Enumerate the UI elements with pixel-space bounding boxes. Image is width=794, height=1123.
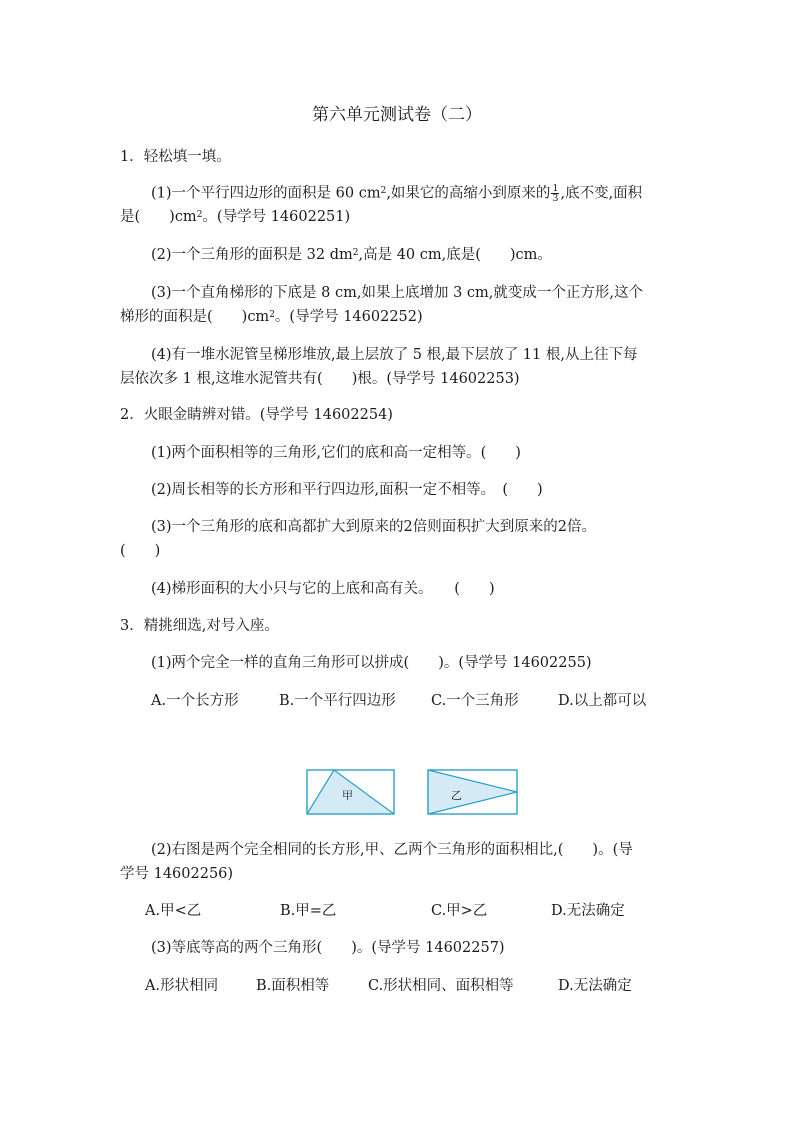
q1-item1-line2-sup: 2 (196, 210, 203, 220)
q3-item1-option-c: C.一个三角形 (431, 693, 519, 709)
q3-item1: (1)两个完全一样的直角三角形可以拼成( )。(导学号 14602255) (151, 655, 592, 671)
q1-item4-line2: 层依次多 1 根,这堆水泥管共有( )根。(导学号 14602253) (120, 371, 520, 387)
page-title: 第六单元测试卷（二） (312, 105, 482, 125)
q1-item3-line2-b: 。(导学号 14602252) (274, 309, 423, 325)
q1-item2-text-b: ,高是 40 cm,底是( )cm。 (358, 247, 552, 263)
q3-item1-option-b: B.一个平行四边形 (279, 693, 396, 709)
q3-item3: (3)等底等高的两个三角形( )。(导学号 14602257) (151, 940, 505, 956)
fraction-denominator: 3 (552, 193, 559, 204)
q1-item1-text-c: ,底不变,面积 (560, 185, 643, 202)
q3-item2-option-b: B.甲=乙 (280, 903, 337, 919)
q2-item3-line2: ( ) (120, 543, 161, 559)
q3-item3-option-d: D.无法确定 (558, 978, 632, 994)
q1-item1-sup: 2 (380, 186, 387, 196)
label-yi: 乙 (451, 789, 462, 802)
q1-item4-line1: (4)有一堆水泥管呈梯形堆放,最上层放了 5 根,最下层放了 11 根,从上往下每 (151, 347, 638, 363)
q3-item3-option-a: A.形状相同 (145, 978, 219, 994)
q1-item1-text-a: (1)一个平行四边形的面积是 60 cm (151, 185, 381, 202)
rectangles-figure (300, 762, 525, 820)
q3-item3-option-c: C.形状相同、面积相等 (368, 978, 514, 994)
q2-item3-line1: (3)一个三角形的底和高都扩大到原来的2倍则面积扩大到原来的2倍。 (151, 519, 596, 535)
q1-item1-line2-a: 是( )cm (120, 209, 197, 225)
q3-item2-option-c: C.甲>乙 (431, 903, 488, 919)
q2-item1: (1)两个面积相等的三角形,它们的底和高一定相等。( ) (151, 445, 521, 461)
q1-heading: 1．轻松填一填。 (120, 149, 231, 165)
q3-item2-line2: 学号 14602256) (120, 866, 234, 882)
q2-heading: 2．火眼金睛辨对错。(导学号 14602254) (120, 407, 393, 423)
q1-item3-line2 (120, 308, 423, 326)
q1-item3-line2-sup: 2 (269, 310, 275, 320)
q1-item2 (151, 246, 552, 264)
q1-item1-fraction (551, 184, 559, 203)
q3-heading: 3．精挑细选,对号入座。 (120, 618, 279, 634)
rectangle-yi (428, 770, 517, 814)
q2-item4: (4)梯形面积的大小只与它的上底和高有关。 ( ) (151, 581, 495, 597)
q1-item3-line2-a: 梯形的面积是( )cm (120, 309, 270, 325)
q3-item3-option-b: B.面积相等 (256, 978, 330, 994)
rectangle-jia (307, 770, 394, 814)
q3-item2-option-a: A.甲<乙 (145, 903, 202, 919)
q1-item1-line1 (151, 184, 642, 203)
q1-item1-line2-b: 。(导学号 14602251) (202, 209, 351, 225)
q3-item1-option-a: A.一个长方形 (151, 693, 239, 709)
triangle-yi (428, 770, 517, 814)
q3-item2-line1: (2)右图是两个完全相同的长方形,甲、乙两个三角形的面积相比,( )。(导 (151, 842, 633, 858)
q1-item3-line1: (3)一个直角梯形的下底是 8 cm,如果上底增加 3 cm,就变成一个正方形,这个 (151, 285, 643, 301)
q2-item2: (2)周长相等的长方形和平行四边形,面积一定不相等。 ( ) (151, 482, 543, 498)
q1-item2-text-a: (2)一个三角形的面积是 32 dm (151, 247, 353, 263)
q1-item1-line2 (120, 208, 350, 226)
q3-item1-option-d: D.以上都可以 (558, 693, 647, 709)
q3-item2-option-d: D.无法确定 (551, 903, 625, 919)
q1-item2-sup: 2 (352, 248, 359, 258)
q1-item1-text-b: ,如果它的高缩小到原来的 (386, 185, 551, 202)
label-jia: 甲 (342, 789, 353, 802)
fraction-numerator: 1 (552, 183, 559, 194)
